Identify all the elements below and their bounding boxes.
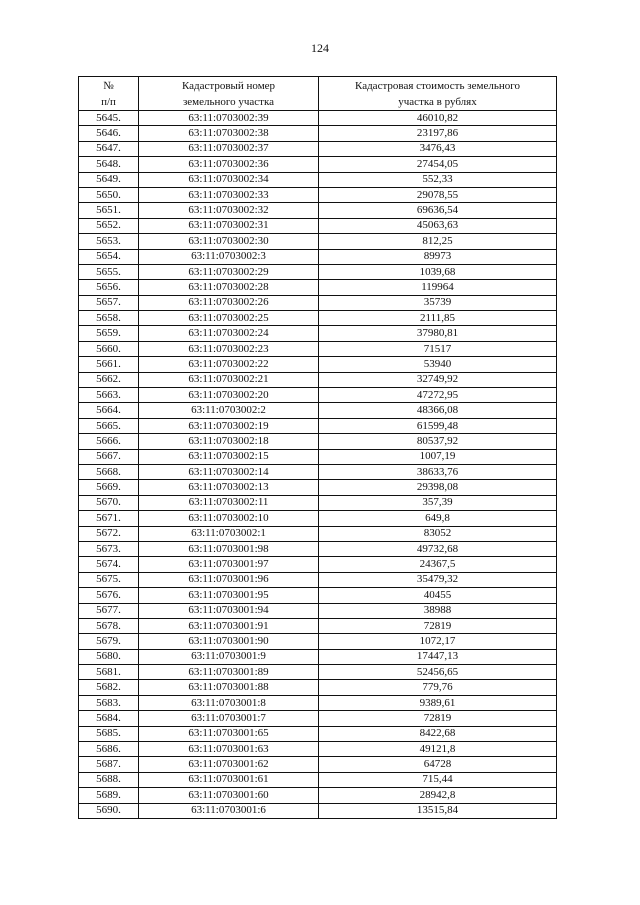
- row-number: 5651.: [79, 203, 139, 218]
- table-row: [79, 418, 557, 433]
- table-row: [79, 495, 557, 510]
- table-row: [79, 326, 557, 341]
- table-row: [79, 511, 557, 526]
- cadastral-value: 27454,05: [319, 157, 557, 172]
- table-row: [79, 449, 557, 464]
- row-number: 5664.: [79, 403, 139, 418]
- cadastral-value: 61599,48: [319, 418, 557, 433]
- row-number: 5648.: [79, 157, 139, 172]
- cadastral-value: 1072,17: [319, 634, 557, 649]
- cadastral-value: 23197,86: [319, 126, 557, 141]
- row-number: 5673.: [79, 541, 139, 556]
- cadastral-value: 38633,76: [319, 464, 557, 479]
- row-number: 5657.: [79, 295, 139, 310]
- cadastral-value: 49732,68: [319, 541, 557, 556]
- cadastral-value: 35479,32: [319, 572, 557, 587]
- row-number: 5666.: [79, 434, 139, 449]
- cadastral-value: 3476,43: [319, 141, 557, 156]
- table-row: [79, 803, 557, 818]
- cadastral-number: 63:11:0703001:61: [139, 772, 319, 787]
- table-row: [79, 649, 557, 664]
- row-number: 5688.: [79, 772, 139, 787]
- table-row: [79, 526, 557, 541]
- cadastral-value: 715,44: [319, 772, 557, 787]
- cadastral-number: 63:11:0703002:3: [139, 249, 319, 264]
- row-number: 5661.: [79, 357, 139, 372]
- cadastral-number: 63:11:0703002:23: [139, 341, 319, 356]
- row-number: 5675.: [79, 572, 139, 587]
- row-number: 5649.: [79, 172, 139, 187]
- row-number: 5670.: [79, 495, 139, 510]
- cadastral-number: 63:11:0703002:20: [139, 388, 319, 403]
- table-row: [79, 464, 557, 479]
- table-row: [79, 280, 557, 295]
- table-row: [79, 311, 557, 326]
- table-row: [79, 388, 557, 403]
- row-number: 5647.: [79, 141, 139, 156]
- header-cadastral-number-line-1: Кадастровый номер: [181, 79, 276, 92]
- table-row: [79, 234, 557, 249]
- cadastral-value: 552,33: [319, 172, 557, 187]
- cadastral-value: 69636,54: [319, 203, 557, 218]
- cadastral-value: 29078,55: [319, 187, 557, 202]
- table-row: [79, 157, 557, 172]
- cadastral-number: 63:11:0703001:8: [139, 695, 319, 710]
- row-number: 5680.: [79, 649, 139, 664]
- cadastral-number: 63:11:0703001:6: [139, 803, 319, 818]
- cadastral-number: 63:11:0703002:39: [139, 111, 319, 126]
- cadastral-number: 63:11:0703002:25: [139, 311, 319, 326]
- table-row: [79, 187, 557, 202]
- row-number: 5654.: [79, 249, 139, 264]
- header-cadastral-value-line-2: участка в рублях: [398, 95, 477, 108]
- row-number: 5656.: [79, 280, 139, 295]
- cadastral-value: 45063,63: [319, 218, 557, 233]
- header-num: [79, 77, 139, 111]
- table-row: [79, 788, 557, 803]
- cadastral-value: 49121,8: [319, 742, 557, 757]
- header-num-line-1: №: [103, 79, 114, 92]
- row-number: 5665.: [79, 418, 139, 433]
- cadastral-number: 63:11:0703001:65: [139, 726, 319, 741]
- cadastral-value-table: [78, 76, 557, 819]
- page-number: 124: [311, 41, 329, 55]
- row-number: 5672.: [79, 526, 139, 541]
- row-number: 5682.: [79, 680, 139, 695]
- cadastral-number: 63:11:0703002:34: [139, 172, 319, 187]
- header-cadastral-number-line-2: земельного участка: [182, 95, 275, 108]
- row-number: 5686.: [79, 742, 139, 757]
- table-row: [79, 141, 557, 156]
- table-row: [79, 603, 557, 618]
- cadastral-number: 63:11:0703001:9: [139, 649, 319, 664]
- cadastral-number: 63:11:0703002:28: [139, 280, 319, 295]
- table-row: [79, 341, 557, 356]
- cadastral-value: 24367,5: [319, 557, 557, 572]
- cadastral-value: 29398,08: [319, 480, 557, 495]
- table-row: [79, 203, 557, 218]
- row-number: 5668.: [79, 464, 139, 479]
- cadastral-number: 63:11:0703002:18: [139, 434, 319, 449]
- cadastral-value: 64728: [319, 757, 557, 772]
- cadastral-value: 72819: [319, 618, 557, 633]
- cadastral-number: 63:11:0703001:97: [139, 557, 319, 572]
- cadastral-number: 63:11:0703001:90: [139, 634, 319, 649]
- cadastral-value: 37980,81: [319, 326, 557, 341]
- row-number: 5678.: [79, 618, 139, 633]
- header-cadastral-number: [139, 77, 319, 111]
- cadastral-value: 13515,84: [319, 803, 557, 818]
- cadastral-number: 63:11:0703002:11: [139, 495, 319, 510]
- cadastral-number: 63:11:0703001:60: [139, 788, 319, 803]
- row-number: 5684.: [79, 711, 139, 726]
- cadastral-number: 63:11:0703001:62: [139, 757, 319, 772]
- table-row: [79, 618, 557, 633]
- cadastral-value: 40455: [319, 588, 557, 603]
- row-number: 5679.: [79, 634, 139, 649]
- table-row: [79, 172, 557, 187]
- row-number: 5659.: [79, 326, 139, 341]
- row-number: 5662.: [79, 372, 139, 387]
- table-row: [79, 480, 557, 495]
- table-row: [79, 218, 557, 233]
- cadastral-value: 72819: [319, 711, 557, 726]
- table-row: [79, 111, 557, 126]
- cadastral-number: 63:11:0703002:15: [139, 449, 319, 464]
- table-row: [79, 588, 557, 603]
- cadastral-value: 89973: [319, 249, 557, 264]
- cadastral-number: 63:11:0703002:31: [139, 218, 319, 233]
- cadastral-number: 63:11:0703001:98: [139, 541, 319, 556]
- table-row: [79, 126, 557, 141]
- cadastral-number: 63:11:0703002:29: [139, 264, 319, 279]
- row-number: 5681.: [79, 665, 139, 680]
- table-row: [79, 434, 557, 449]
- table-row: [79, 249, 557, 264]
- header-cadastral-value: [319, 77, 557, 111]
- cadastral-value: 2111,85: [319, 311, 557, 326]
- cadastral-value: 32749,92: [319, 372, 557, 387]
- cadastral-value: 119964: [319, 280, 557, 295]
- row-number: 5669.: [79, 480, 139, 495]
- cadastral-number: 63:11:0703001:94: [139, 603, 319, 618]
- cadastral-number: 63:11:0703001:63: [139, 742, 319, 757]
- cadastral-value: 28942,8: [319, 788, 557, 803]
- header-num-line-2: п/п: [101, 95, 116, 108]
- row-number: 5685.: [79, 726, 139, 741]
- cadastral-number: 63:11:0703002:2: [139, 403, 319, 418]
- cadastral-value: 17447,13: [319, 649, 557, 664]
- row-number: 5687.: [79, 757, 139, 772]
- table-row: [79, 757, 557, 772]
- cadastral-value: 47272,95: [319, 388, 557, 403]
- cadastral-value: 80537,92: [319, 434, 557, 449]
- table-row: [79, 403, 557, 418]
- table-row: [79, 634, 557, 649]
- row-number: 5674.: [79, 557, 139, 572]
- row-number: 5658.: [79, 311, 139, 326]
- row-number: 5645.: [79, 111, 139, 126]
- table-body: [79, 111, 557, 819]
- cadastral-value: 8422,68: [319, 726, 557, 741]
- cadastral-value: 9389,61: [319, 695, 557, 710]
- cadastral-number: 63:11:0703002:1: [139, 526, 319, 541]
- cadastral-value: 53940: [319, 357, 557, 372]
- cadastral-number: 63:11:0703001:88: [139, 680, 319, 695]
- cadastral-number: 63:11:0703002:24: [139, 326, 319, 341]
- cadastral-value: 1039,68: [319, 264, 557, 279]
- table-row: [79, 557, 557, 572]
- cadastral-value: 357,39: [319, 495, 557, 510]
- table-row: [79, 680, 557, 695]
- cadastral-value: 779,76: [319, 680, 557, 695]
- cadastral-number: 63:11:0703001:96: [139, 572, 319, 587]
- cadastral-number: 63:11:0703001:89: [139, 665, 319, 680]
- table-header: [79, 77, 557, 111]
- row-number: 5646.: [79, 126, 139, 141]
- table-row: [79, 372, 557, 387]
- cadastral-value: 649,8: [319, 511, 557, 526]
- table-row: [79, 772, 557, 787]
- cadastral-number: 63:11:0703001:91: [139, 618, 319, 633]
- cadastral-number: 63:11:0703002:38: [139, 126, 319, 141]
- table-row: [79, 357, 557, 372]
- cadastral-number: 63:11:0703001:7: [139, 711, 319, 726]
- row-number: 5653.: [79, 234, 139, 249]
- cadastral-number: 63:11:0703002:26: [139, 295, 319, 310]
- cadastral-value: 52456,65: [319, 665, 557, 680]
- table-row: [79, 742, 557, 757]
- row-number: 5655.: [79, 264, 139, 279]
- cadastral-number: 63:11:0703002:32: [139, 203, 319, 218]
- table-row: [79, 665, 557, 680]
- row-number: 5689.: [79, 788, 139, 803]
- cadastral-number: 63:11:0703002:30: [139, 234, 319, 249]
- row-number: 5690.: [79, 803, 139, 818]
- row-number: 5660.: [79, 341, 139, 356]
- cadastral-value: 35739: [319, 295, 557, 310]
- row-number: 5683.: [79, 695, 139, 710]
- table-row: [79, 711, 557, 726]
- cadastral-value: 812,25: [319, 234, 557, 249]
- row-number: 5676.: [79, 588, 139, 603]
- header-cadastral-value-line-1: Кадастровая стоимость земельного: [355, 79, 520, 92]
- cadastral-number: 63:11:0703001:95: [139, 588, 319, 603]
- row-number: 5663.: [79, 388, 139, 403]
- cadastral-value: 71517: [319, 341, 557, 356]
- row-number: 5652.: [79, 218, 139, 233]
- cadastral-number: 63:11:0703002:14: [139, 464, 319, 479]
- row-number: 5667.: [79, 449, 139, 464]
- cadastral-number: 63:11:0703002:21: [139, 372, 319, 387]
- cadastral-number: 63:11:0703002:22: [139, 357, 319, 372]
- cadastral-number: 63:11:0703002:36: [139, 157, 319, 172]
- table-row: [79, 572, 557, 587]
- cadastral-value: 48366,08: [319, 403, 557, 418]
- cadastral-value: 46010,82: [319, 111, 557, 126]
- cadastral-number: 63:11:0703002:33: [139, 187, 319, 202]
- table-row: [79, 695, 557, 710]
- header-row: [79, 77, 557, 111]
- table-row: [79, 295, 557, 310]
- cadastral-value: 38988: [319, 603, 557, 618]
- row-number: 5677.: [79, 603, 139, 618]
- table-row: [79, 264, 557, 279]
- table-row: [79, 541, 557, 556]
- cadastral-number: 63:11:0703002:13: [139, 480, 319, 495]
- cadastral-number: 63:11:0703002:37: [139, 141, 319, 156]
- row-number: 5671.: [79, 511, 139, 526]
- cadastral-number: 63:11:0703002:19: [139, 418, 319, 433]
- table-row: [79, 726, 557, 741]
- row-number: 5650.: [79, 187, 139, 202]
- cadastral-value: 1007,19: [319, 449, 557, 464]
- cadastral-number: 63:11:0703002:10: [139, 511, 319, 526]
- cadastral-value: 83052: [319, 526, 557, 541]
